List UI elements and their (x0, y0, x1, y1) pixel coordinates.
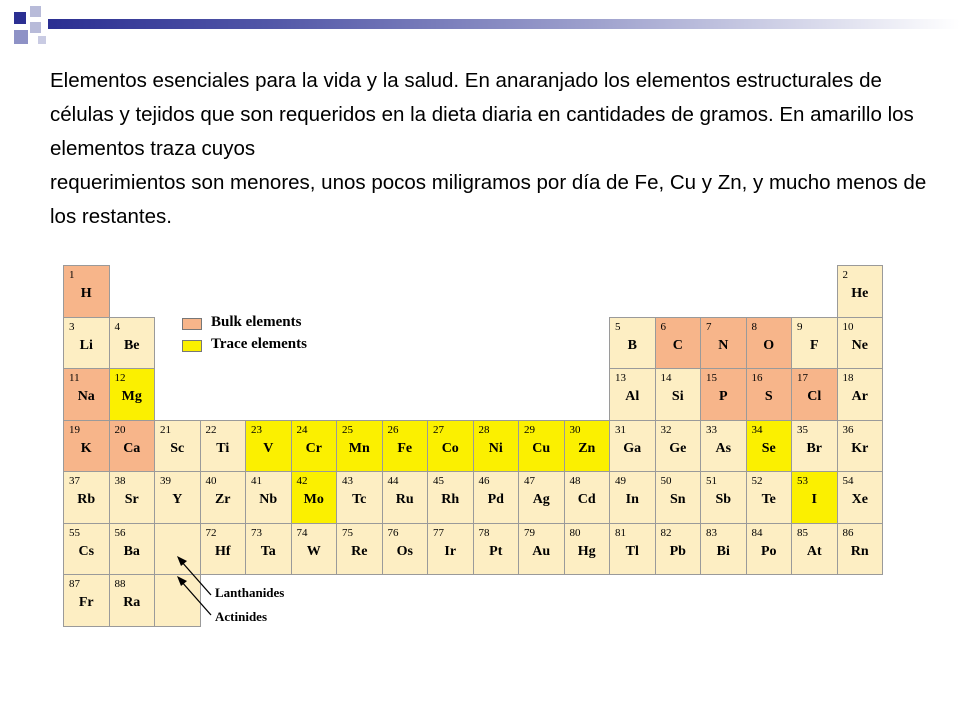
element-ir (427, 523, 474, 576)
element-ni (473, 420, 520, 473)
element-bi (700, 523, 747, 576)
bulk-legend-label: Bulk elements (211, 314, 302, 330)
atomic-number: 16 (751, 372, 763, 384)
atomic-number: 33 (706, 423, 717, 436)
element-i (791, 471, 838, 524)
atomic-number: 11 (69, 372, 80, 384)
element-symbol: Ra (123, 595, 141, 610)
element-symbol: Bi (716, 543, 730, 559)
atomic-number: 44 (387, 475, 399, 487)
atomic-number: 41 (251, 475, 262, 487)
element-symbol: Rn (850, 543, 869, 559)
element-symbol: Fr (78, 595, 94, 610)
atomic-number: 43 (342, 475, 353, 487)
atomic-number: 42 (296, 475, 308, 487)
element-symbol: Be (123, 337, 140, 353)
element-w (291, 523, 338, 576)
element-hg (564, 523, 611, 576)
element-symbol: F (809, 337, 819, 353)
element-po (746, 523, 793, 576)
atomic-number: 78 (478, 526, 490, 539)
atomic-number: 21 (160, 423, 171, 436)
element-al (609, 368, 656, 421)
element-symbol: Y (172, 492, 183, 507)
element-symbol: Ba (123, 543, 140, 559)
atomic-number: 47 (524, 475, 535, 487)
element-symbol: Tl (625, 543, 639, 559)
element-symbol: P (718, 389, 728, 404)
element-n (700, 317, 747, 370)
element-na (63, 368, 110, 421)
atomic-number: 19 (69, 423, 80, 436)
element-symbol: Hf (214, 543, 231, 559)
element-symbol: Mn (348, 440, 370, 456)
element-symbol: Se (761, 440, 776, 456)
element-symbol: As (715, 440, 732, 456)
atomic-number: 74 (296, 526, 308, 539)
atomic-number: 38 (114, 475, 126, 487)
corner-square-light (30, 6, 41, 17)
atomic-number: 75 (342, 526, 353, 539)
element-mg (109, 368, 156, 421)
atomic-number: 36 (842, 423, 854, 436)
atomic-number: 55 (69, 526, 80, 539)
atomic-number: 2 (842, 269, 848, 281)
element-symbol: W (306, 543, 321, 559)
atomic-number: 1 (69, 269, 75, 281)
atomic-number: 5 (615, 320, 621, 333)
element-symbol: Cu (532, 440, 551, 456)
atomic-number: 29 (524, 423, 535, 436)
element-mo (291, 471, 338, 524)
atomic-number: 80 (569, 526, 581, 539)
element-symbol: Os (396, 543, 413, 559)
element-symbol: Te (761, 492, 776, 507)
atomic-number: 50 (660, 475, 672, 487)
atomic-number: 17 (797, 372, 808, 384)
element-symbol: Hg (577, 543, 596, 559)
element-cu (518, 420, 565, 473)
element-pd (473, 471, 520, 524)
element-symbol: Ta (260, 543, 276, 559)
element-symbol: Tc (352, 492, 367, 507)
element-sn (655, 471, 702, 524)
atomic-number: 8 (751, 320, 757, 333)
element-p (700, 368, 747, 421)
element-symbol: Xe (851, 492, 868, 507)
element-os (382, 523, 429, 576)
element-symbol: Rh (441, 492, 460, 507)
atomic-number: 39 (160, 475, 171, 487)
element-as (700, 420, 747, 473)
element-symbol: N (718, 337, 729, 353)
title-bar (48, 19, 960, 29)
atomic-number: 37 (69, 475, 80, 487)
element-ar (837, 368, 884, 421)
atomic-number: 87 (69, 578, 80, 590)
element-symbol: I (811, 492, 817, 507)
element-pt (473, 523, 520, 576)
atomic-number: 85 (797, 526, 808, 539)
trace-legend-swatch (182, 340, 202, 352)
element-k (63, 420, 110, 473)
atomic-number: 32 (660, 423, 672, 436)
atomic-number: 23 (251, 423, 262, 436)
atomic-number: 49 (615, 475, 626, 487)
atomic-number: 82 (660, 526, 672, 539)
element-ag (518, 471, 565, 524)
atomic-number: 51 (706, 475, 717, 487)
element-symbol: Pb (669, 543, 686, 559)
element-re (336, 523, 383, 576)
element-zr (200, 471, 247, 524)
element-ba (109, 523, 156, 576)
element-ne (837, 317, 884, 370)
element-symbol: Nb (259, 492, 278, 507)
element-symbol: H (80, 286, 92, 301)
element-c (655, 317, 702, 370)
atomic-number: 34 (751, 423, 763, 436)
element-symbol: Ge (669, 440, 687, 456)
atomic-number: 30 (569, 423, 581, 436)
element-sr (109, 471, 156, 524)
element-ra (109, 574, 156, 627)
element-sb (700, 471, 747, 524)
atomic-number: 27 (433, 423, 444, 436)
element-te (746, 471, 793, 524)
atomic-number: 77 (433, 526, 444, 539)
element-mn (336, 420, 383, 473)
element-symbol: Ir (444, 543, 457, 559)
element-symbol: Ar (851, 389, 868, 404)
element-symbol: Ag (532, 492, 550, 507)
element-zn (564, 420, 611, 473)
element-in (609, 471, 656, 524)
element-rh (427, 471, 474, 524)
atomic-number: 3 (69, 320, 75, 333)
element-symbol: Po (760, 543, 777, 559)
element-symbol: V (263, 440, 274, 456)
trace-legend-label: Trace elements (211, 336, 307, 352)
atomic-number: 14 (660, 372, 672, 384)
element-ge (655, 420, 702, 473)
atomic-number: 28 (478, 423, 490, 436)
element-ca (109, 420, 156, 473)
atomic-number: 86 (842, 526, 854, 539)
element-au (518, 523, 565, 576)
atomic-number: 52 (751, 475, 763, 487)
element-symbol: B (627, 337, 637, 353)
atomic-number: 6 (660, 320, 666, 333)
element-sc (154, 420, 201, 473)
description-text (50, 64, 930, 234)
element-fe (382, 420, 429, 473)
element-xe (837, 471, 884, 524)
element-co (427, 420, 474, 473)
element-symbol: Re (351, 543, 368, 559)
element-cs (63, 523, 110, 576)
element-se (746, 420, 793, 473)
element-symbol: Co (441, 440, 459, 456)
element-symbol: Al (625, 389, 640, 404)
element-symbol: O (763, 337, 775, 353)
corner-square-light (30, 22, 41, 33)
element-symbol: Ru (395, 492, 414, 507)
element-symbol: Sc (170, 440, 185, 456)
element-v (245, 420, 292, 473)
element-symbol: Ga (623, 440, 642, 456)
element-cd (564, 471, 611, 524)
element-symbol: K (80, 440, 92, 456)
element-symbol: Kr (851, 440, 869, 456)
element-li (63, 317, 110, 370)
element-symbol: Pt (489, 543, 503, 559)
atomic-number: 12 (114, 372, 126, 384)
element-o (746, 317, 793, 370)
element-symbol: Sb (715, 492, 732, 507)
atomic-number: 20 (114, 423, 126, 436)
atomic-number: 7 (706, 320, 712, 333)
element-symbol: C (672, 337, 683, 353)
element-b (609, 317, 656, 370)
atomic-number: 40 (205, 475, 217, 487)
atomic-number: 84 (751, 526, 763, 539)
element-symbol: Cr (305, 440, 322, 456)
atomic-number: 56 (114, 526, 126, 539)
atomic-number: 53 (797, 475, 808, 487)
atomic-number: 10 (842, 320, 854, 333)
element-be (109, 317, 156, 370)
corner-square-dark (14, 12, 26, 24)
element-tl (609, 523, 656, 576)
element-at (791, 523, 838, 576)
element-tc (336, 471, 383, 524)
atomic-number: 81 (615, 526, 626, 539)
element-symbol: Sn (669, 492, 686, 507)
element-symbol: Br (806, 440, 823, 456)
element-symbol: Zn (578, 440, 596, 456)
atomic-number: 46 (478, 475, 490, 487)
element-nb (245, 471, 292, 524)
atomic-number: 54 (842, 475, 854, 487)
periodic-table (63, 265, 883, 635)
bulk-legend-swatch (182, 318, 202, 330)
element-ta (245, 523, 292, 576)
element-symbol: Cs (78, 543, 95, 559)
atomic-number: 83 (706, 526, 717, 539)
element-h (63, 265, 110, 318)
element-f (791, 317, 838, 370)
atomic-number: 31 (615, 423, 626, 436)
element-symbol: Si (671, 389, 684, 404)
corner-square-mid (14, 30, 28, 44)
element-si (655, 368, 702, 421)
element-cr (291, 420, 338, 473)
element-symbol: Na (77, 389, 95, 404)
element-rb (63, 471, 110, 524)
element-symbol: Pd (487, 492, 504, 507)
description-line-1: Elementos esenciales para la vida y la salud. En anaranjado los elementos estructurales de células y tejidos que son requeridos en la dieta diaria en cantidades de gramos. En amarillo los elementos traza cuyos (50, 69, 914, 160)
element-br (791, 420, 838, 473)
element-rn (837, 523, 884, 576)
atomic-number: 9 (797, 320, 803, 333)
lanthanides-label: Lanthanides (215, 585, 285, 600)
atomic-number: 35 (797, 423, 808, 436)
element-symbol: Au (532, 543, 551, 559)
atomic-number: 76 (387, 526, 399, 539)
description-line-2: requerimientos son menores, unos pocos miligramos por día de Fe, Cu y Zn, y mucho menos de los restantes. (50, 171, 927, 228)
atomic-number: 15 (706, 372, 717, 384)
element-symbol: Rb (77, 492, 96, 507)
atomic-number: 88 (114, 578, 126, 590)
atomic-number: 4 (114, 320, 120, 333)
element-fr (63, 574, 110, 627)
atomic-number: 25 (342, 423, 353, 436)
element-ru (382, 471, 429, 524)
element-ti (200, 420, 247, 473)
element-symbol: Cd (577, 492, 596, 507)
atomic-number: 22 (205, 423, 217, 436)
element-symbol: Zr (214, 492, 231, 507)
atomic-number: 18 (842, 372, 854, 384)
element-symbol: In (625, 492, 639, 507)
atomic-number: 79 (524, 526, 535, 539)
element-symbol: Sr (124, 492, 139, 507)
element-symbol: Ti (216, 440, 230, 456)
element-kr (837, 420, 884, 473)
element-symbol: Ca (123, 440, 141, 456)
atomic-number: 13 (615, 372, 626, 384)
atomic-number: 72 (205, 526, 217, 539)
element-placeholder (154, 523, 201, 576)
element-s (746, 368, 793, 421)
atomic-number: 24 (296, 423, 308, 436)
atomic-number: 48 (569, 475, 581, 487)
element-symbol: Cl (807, 389, 822, 404)
element-symbol: Ni (488, 440, 503, 456)
element-y (154, 471, 201, 524)
element-pb (655, 523, 702, 576)
element-symbol: Mo (303, 492, 324, 507)
actinides-label: Actinides (215, 609, 267, 624)
atomic-number: 45 (433, 475, 444, 487)
corner-square-small (38, 36, 46, 44)
element-ga (609, 420, 656, 473)
element-symbol: He (851, 286, 869, 301)
element-cl (791, 368, 838, 421)
element-placeholder (154, 574, 201, 627)
element-symbol: S (764, 389, 773, 404)
element-symbol: Li (79, 337, 93, 353)
element-symbol: Fe (397, 440, 413, 456)
element-symbol: Mg (121, 389, 142, 404)
element-he (837, 265, 884, 318)
element-symbol: Ne (851, 337, 868, 353)
atomic-number: 73 (251, 526, 262, 539)
atomic-number: 26 (387, 423, 399, 436)
element-symbol: At (806, 543, 822, 559)
element-hf (200, 523, 247, 576)
